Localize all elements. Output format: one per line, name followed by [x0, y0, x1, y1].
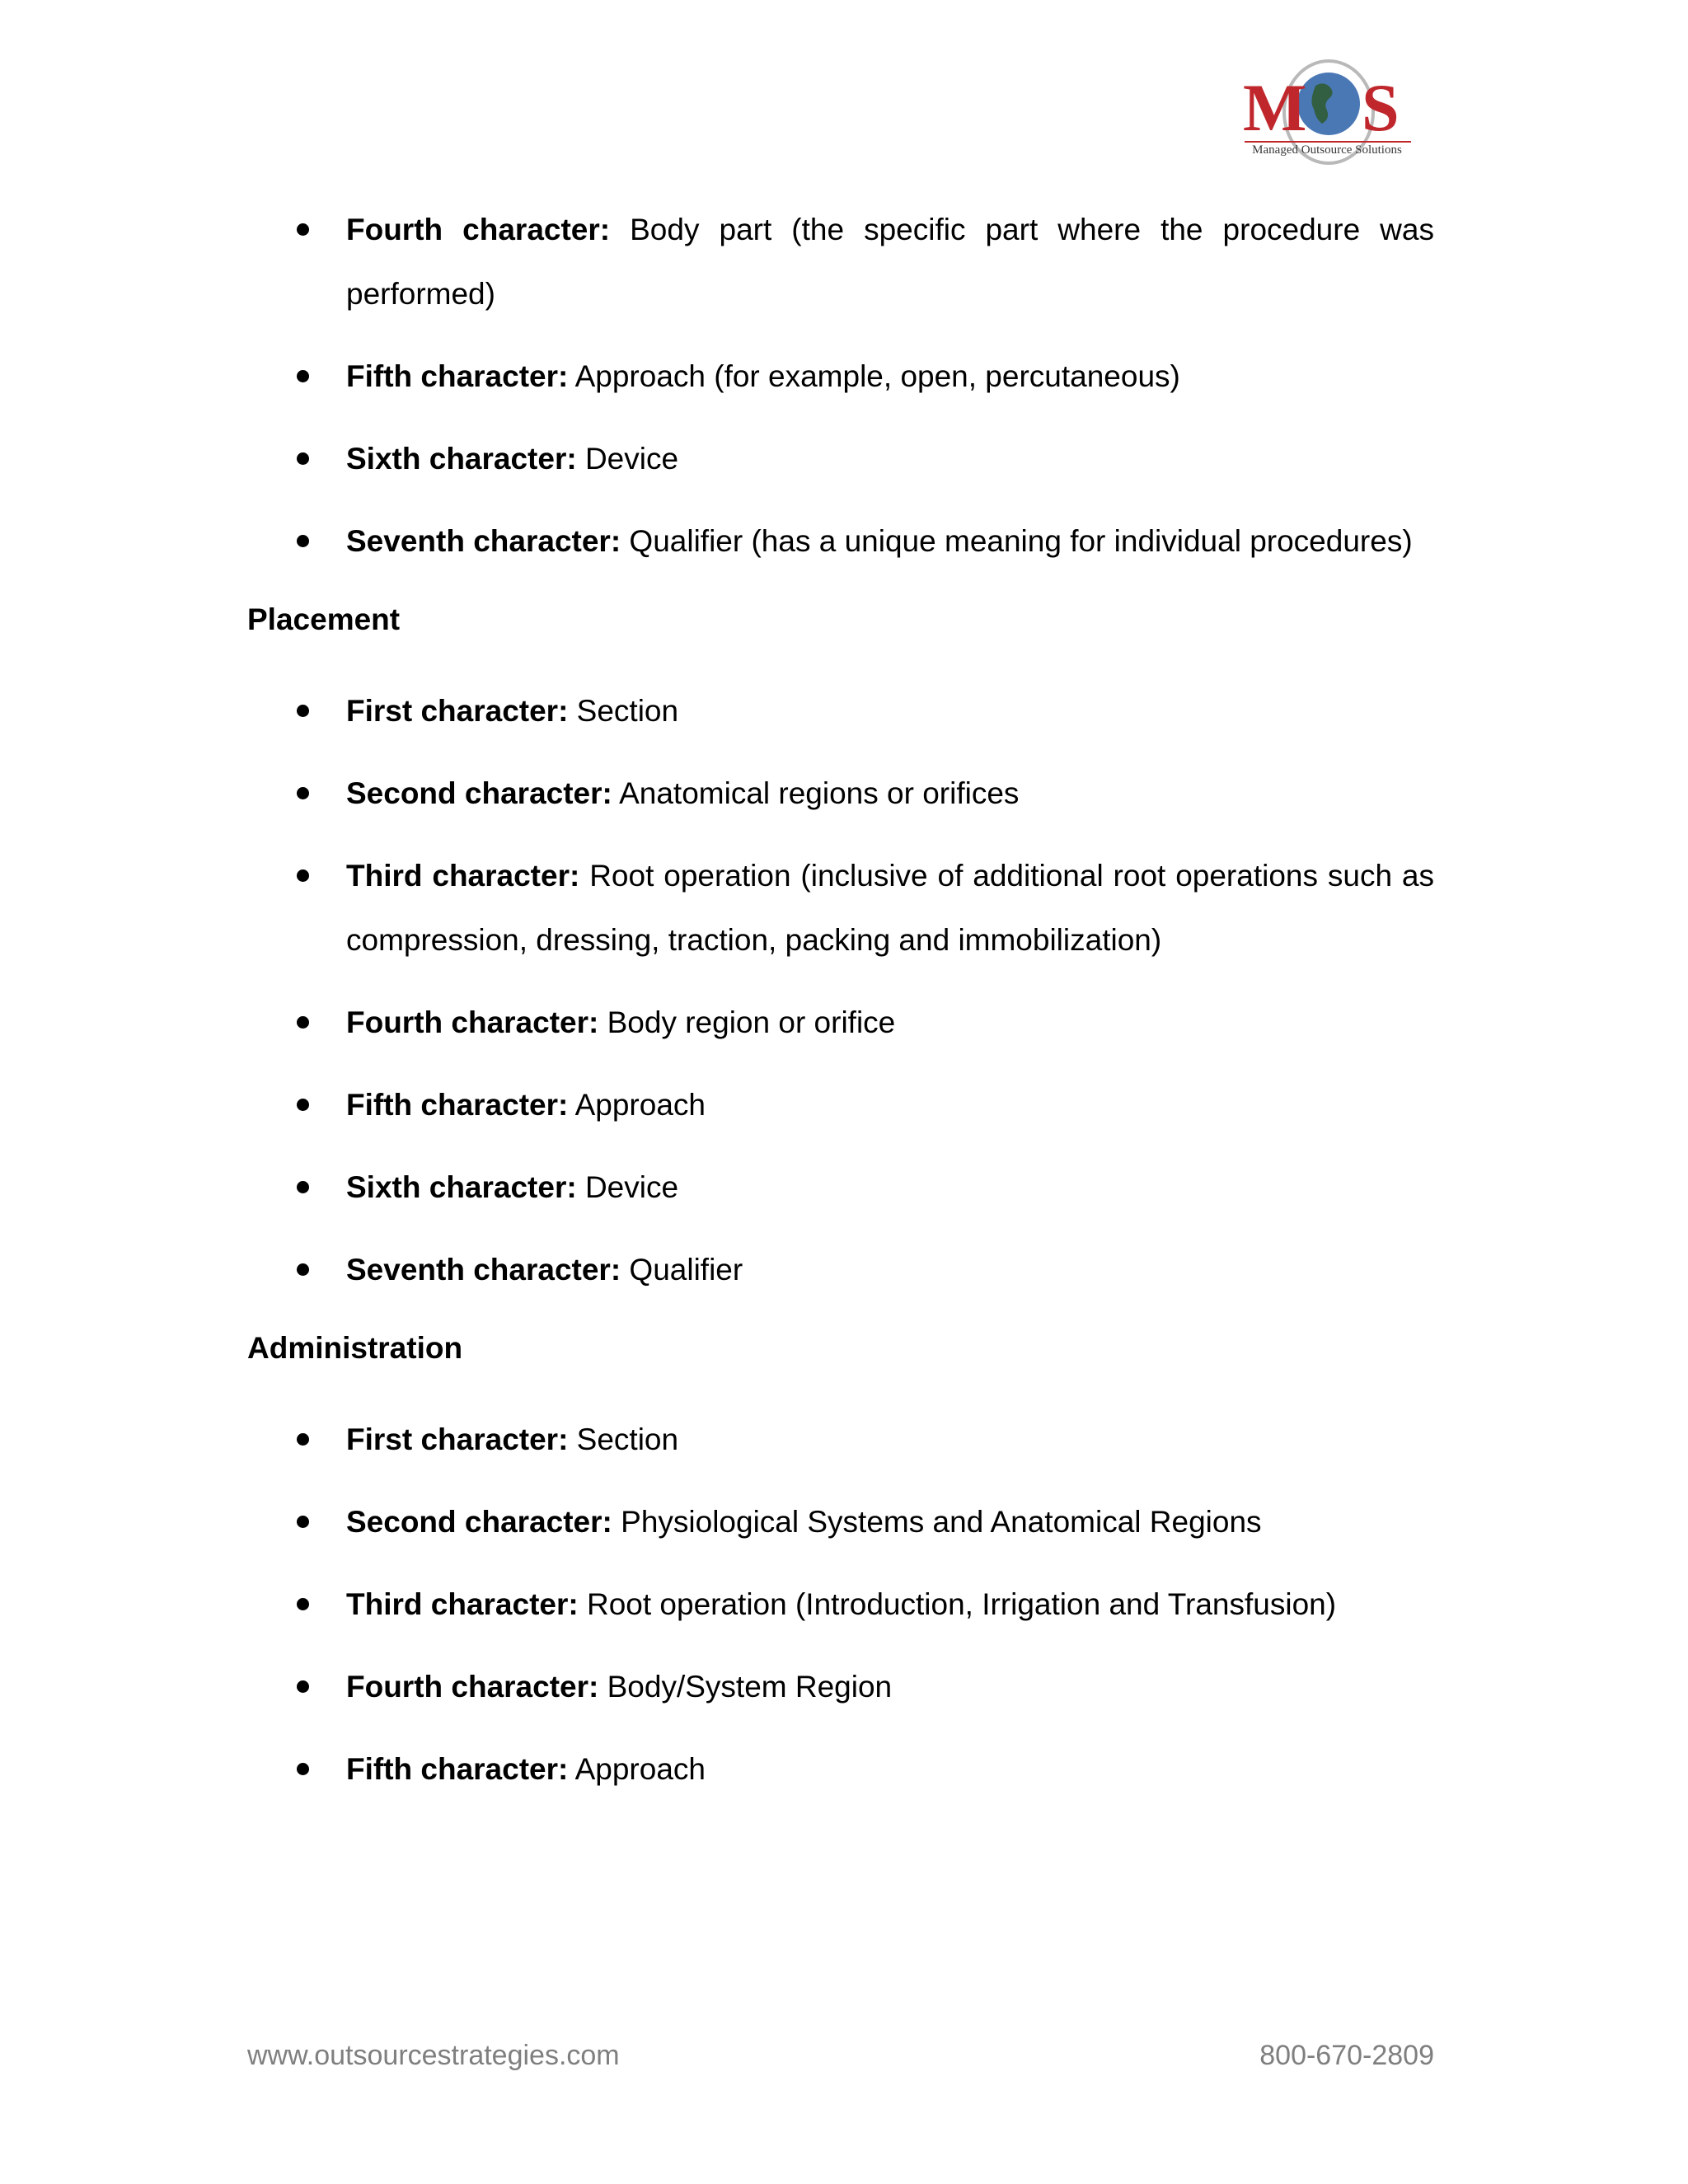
item-text: Approach — [568, 1752, 706, 1786]
list-item — [247, 1155, 1434, 1220]
item-text: Approach — [568, 1088, 706, 1122]
administration-heading: Administration — [247, 1331, 463, 1365]
footer-phone: 800-670-2809 — [1259, 2040, 1434, 2071]
document-body — [247, 198, 1434, 1820]
list-item — [247, 1408, 1434, 1472]
placement-list — [247, 679, 1434, 1302]
item-label: Third character: — [346, 859, 580, 893]
top-character-list — [247, 198, 1434, 574]
list-item — [247, 1490, 1434, 1554]
bullet-icon — [297, 1763, 309, 1775]
item-text: Qualifier — [621, 1253, 743, 1286]
item-label: Fourth character: — [346, 213, 611, 246]
item-text: Body/System Region — [598, 1670, 893, 1704]
bullet-icon — [297, 787, 309, 799]
item-text: Device — [576, 1170, 679, 1204]
item-label: First character: — [346, 694, 569, 728]
bullet-icon — [297, 1680, 309, 1693]
item-label: First character: — [346, 1422, 569, 1456]
list-item — [247, 1073, 1434, 1137]
item-text: Approach (for example, open, percutaneous) — [568, 359, 1180, 393]
bullet-icon — [297, 1181, 309, 1193]
bullet-icon — [297, 535, 309, 547]
item-label: Fourth character: — [346, 1005, 599, 1039]
bullet-icon — [297, 705, 309, 717]
list-item — [247, 427, 1434, 491]
bullet-icon — [297, 1516, 309, 1528]
list-item — [247, 762, 1434, 826]
list-item — [247, 198, 1434, 326]
bullet-icon — [297, 223, 309, 236]
placement-heading: Placement — [247, 602, 401, 636]
bullet-icon — [297, 869, 309, 882]
list-item — [247, 344, 1434, 409]
item-text: Body part (the specific part where the procedure was performed) — [346, 213, 1434, 311]
list-item — [247, 844, 1434, 972]
administration-list — [247, 1408, 1434, 1802]
svg-text:M: M — [1243, 70, 1307, 145]
mos-logo-icon — [1236, 56, 1418, 180]
item-text: Anatomical regions or orifices — [612, 776, 1020, 810]
list-item — [247, 991, 1434, 1055]
item-text: Root operation (Introduction, Irrigation and Transfusion) — [578, 1587, 1337, 1621]
list-item — [247, 1737, 1434, 1802]
bullet-icon — [297, 1598, 309, 1610]
list-item — [247, 1572, 1434, 1637]
item-text: Qualifier (has a unique meaning for individual procedures) — [621, 524, 1413, 558]
logo-tagline: Managed Outsource Solutions — [1252, 143, 1402, 157]
bullet-icon — [297, 452, 309, 465]
item-text: Root operation (inclusive of additional root operations such as compression, dressing, traction, packing and immobilization) — [346, 859, 1434, 957]
item-text: Physiological Systems and Anatomical Regions — [612, 1505, 1262, 1539]
list-item — [247, 1238, 1434, 1302]
bullet-icon — [297, 1263, 309, 1276]
item-label: Fifth character: — [346, 359, 569, 393]
company-logo — [1236, 56, 1418, 180]
item-label: Sixth character: — [346, 442, 577, 476]
item-label: Sixth character: — [346, 1170, 577, 1204]
item-text: Section — [568, 694, 679, 728]
bullet-icon — [297, 370, 309, 382]
item-text: Section — [568, 1422, 679, 1456]
item-label: Second character: — [346, 1505, 612, 1539]
item-text: Body region or orifice — [598, 1005, 896, 1039]
footer-website-link[interactable]: www.outsourcestrategies.com — [247, 2040, 620, 2071]
list-item — [247, 1655, 1434, 1719]
list-item — [247, 509, 1434, 574]
item-label: Seventh character: — [346, 1253, 621, 1286]
item-text: Device — [576, 442, 679, 476]
svg-text:S: S — [1362, 70, 1400, 145]
bullet-icon — [297, 1433, 309, 1446]
bullet-icon — [297, 1099, 309, 1111]
item-label: Fourth character: — [346, 1670, 599, 1704]
item-label: Third character: — [346, 1587, 579, 1621]
bullet-icon — [297, 1016, 309, 1029]
item-label: Second character: — [346, 776, 612, 810]
item-label: Fifth character: — [346, 1088, 569, 1122]
item-label: Seventh character: — [346, 524, 621, 558]
list-item — [247, 679, 1434, 743]
item-label: Fifth character: — [346, 1752, 569, 1786]
